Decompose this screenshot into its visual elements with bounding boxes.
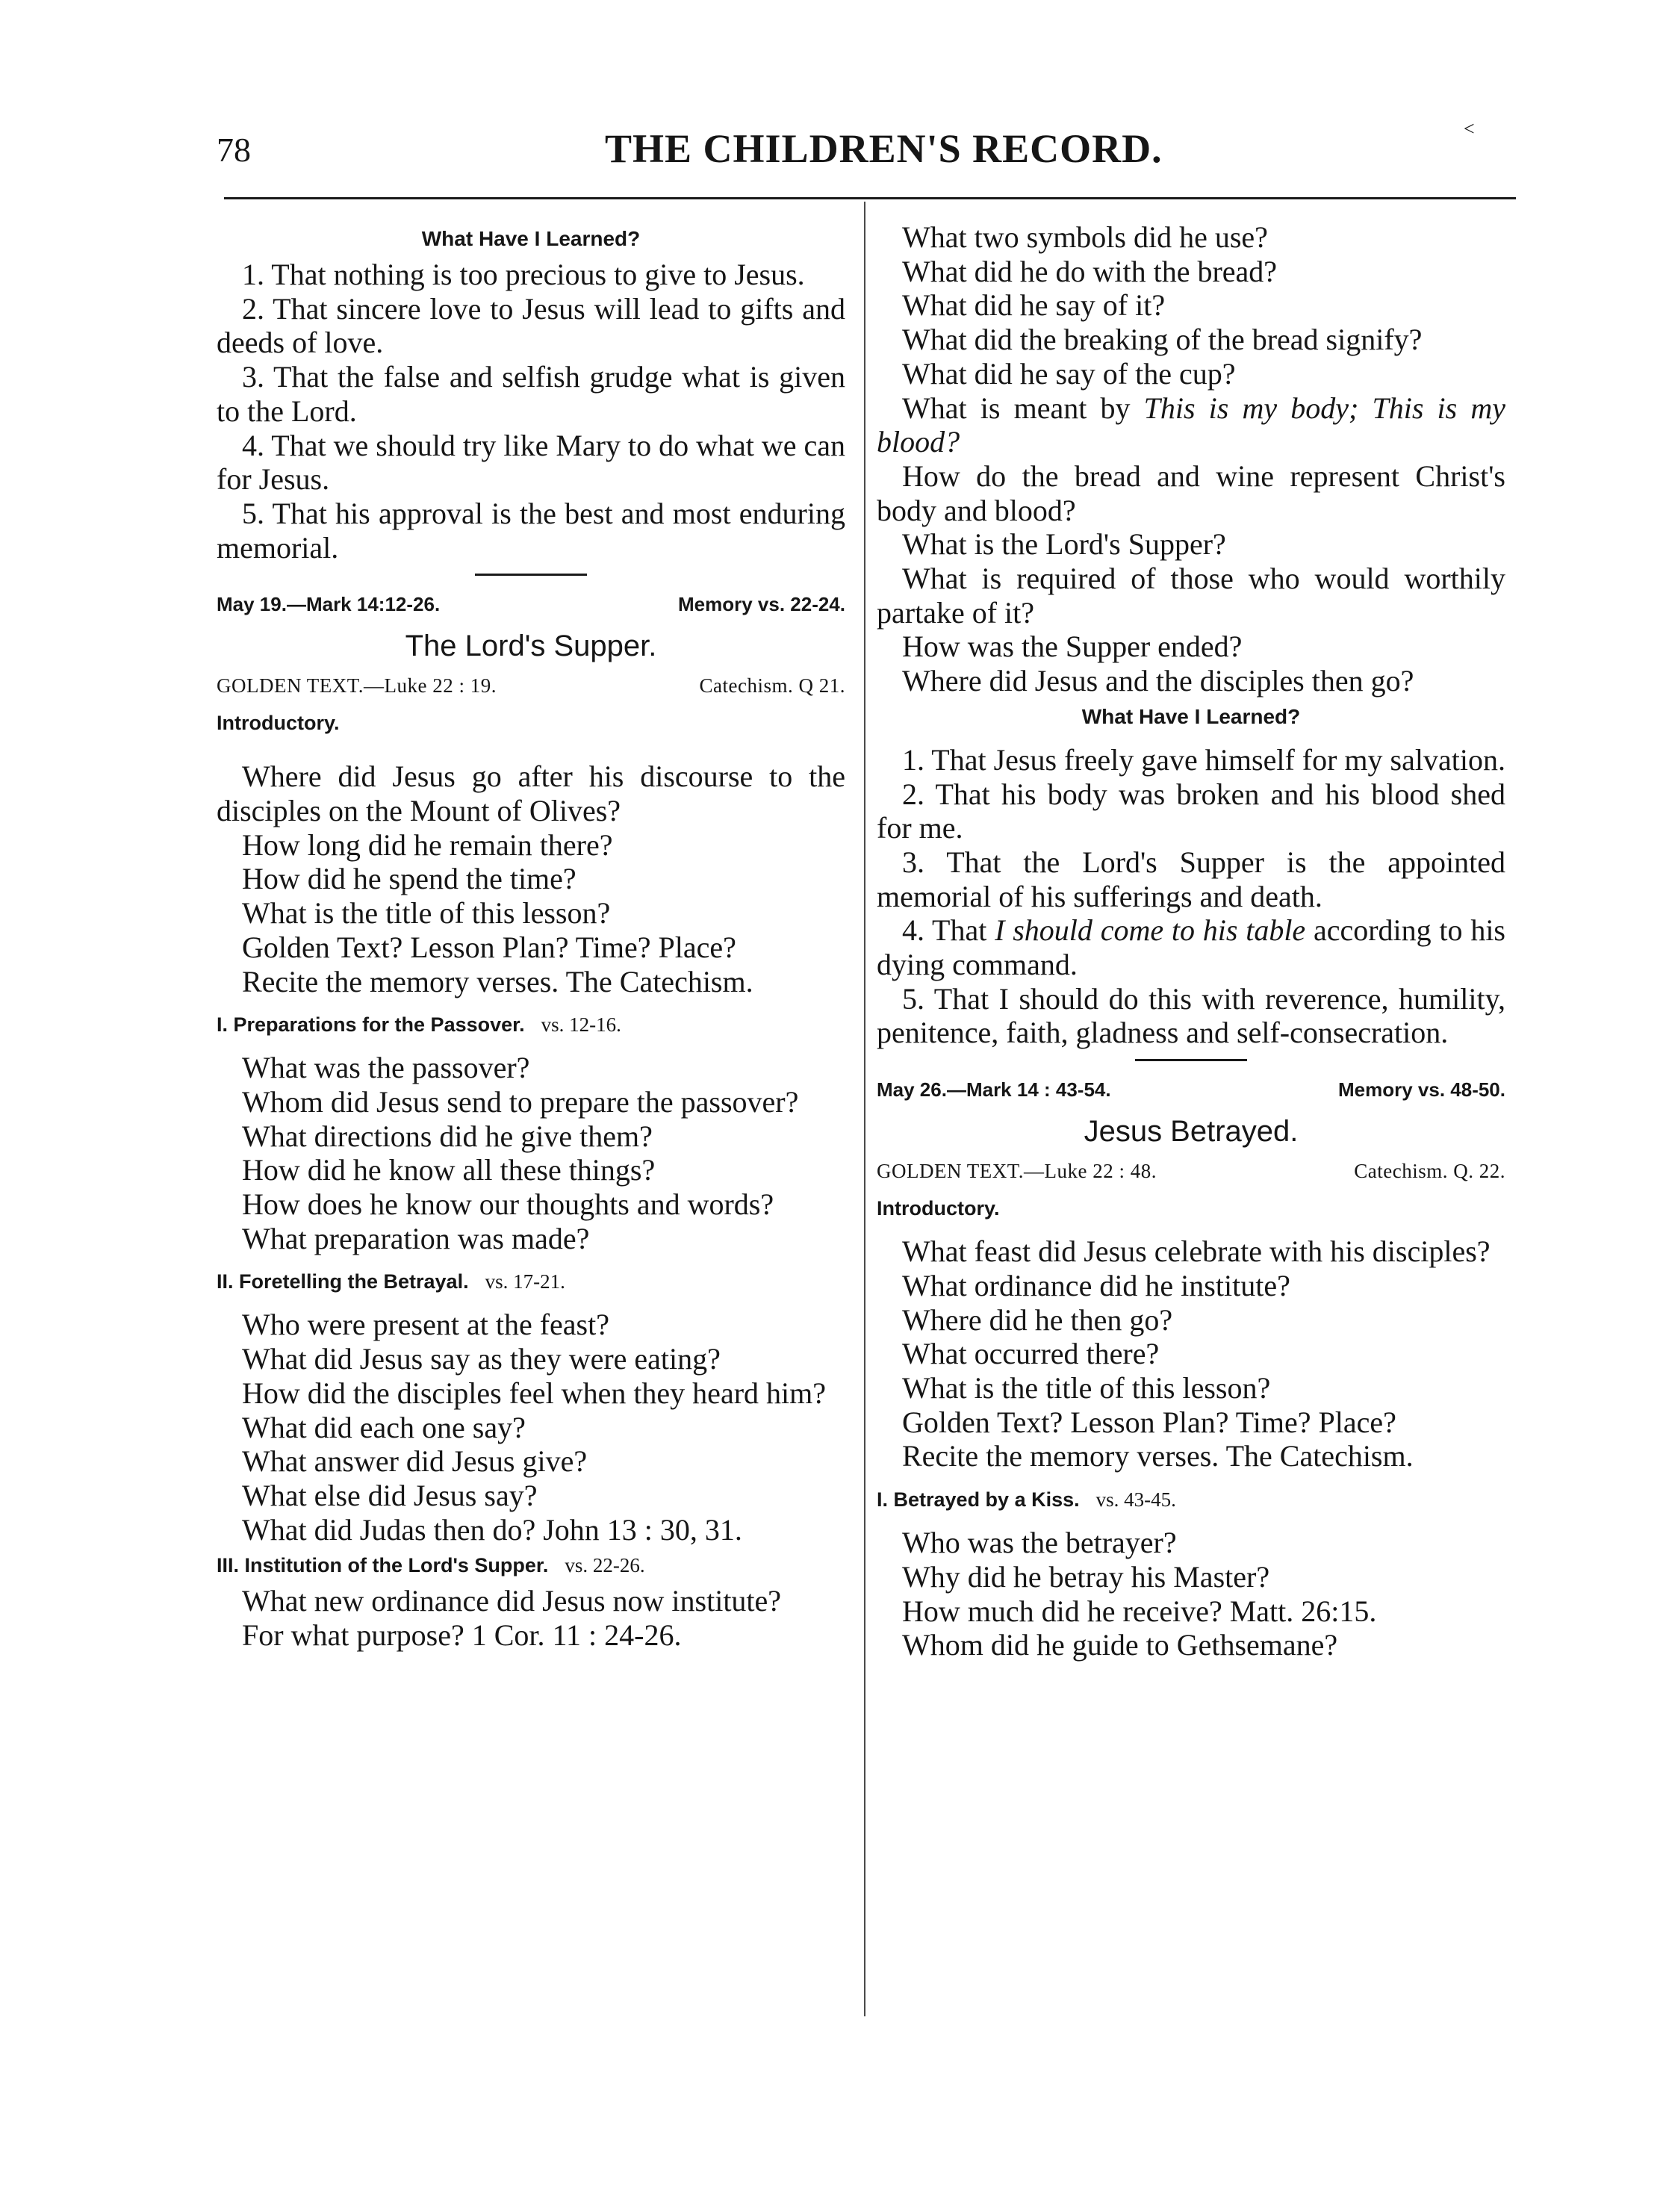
section-heading <box>877 1481 1505 1518</box>
learned-prefix: 4. That <box>902 913 995 948</box>
lesson-memory: Memory vs. 22-24. <box>677 593 845 616</box>
question: What is the title of this lesson? <box>902 1370 1271 1405</box>
lesson-title: The Lord's Supper. <box>405 630 657 663</box>
question <box>877 391 1505 459</box>
question: How did the disciples feel when they heard him? <box>242 1376 826 1410</box>
question: Where did Jesus go after his discourse to the disciples on the Mount of Olives? <box>217 759 845 828</box>
learned-item: 1. That nothing is too precious to give to Jesus. <box>242 258 805 291</box>
question: Golden Text? Lesson Plan? Time? Place? <box>242 930 736 964</box>
learned-item: 5. That his approval is the best and most enduring memorial. <box>217 496 845 565</box>
golden-text-line <box>217 667 845 704</box>
page-title: THE CHILDREN'S RECORD. <box>605 126 1163 171</box>
header-rule <box>224 197 1516 199</box>
catechism-ref: Catechism. Q 21. <box>699 674 845 698</box>
lesson-reference <box>877 1069 1505 1110</box>
right-column <box>877 220 1505 1662</box>
introductory-heading: Introductory. <box>877 1197 1000 1220</box>
question: What did Judas then do? John 13 : 30, 31. <box>242 1512 742 1547</box>
learned-item: 4. That we should try like Mary to do what we can for Jesus. <box>217 428 845 497</box>
question: How was the Supper ended? <box>902 630 1243 664</box>
learned-heading: What Have I Learned? <box>1081 704 1301 728</box>
introductory-heading: Introductory. <box>217 712 340 735</box>
left-column <box>217 220 845 1653</box>
column-divider <box>864 202 865 2016</box>
section-verses: vs. 43-45. <box>1095 1488 1176 1512</box>
section-verses: vs. 12-16. <box>541 1013 621 1037</box>
learned-item: 5. That I should do this with reverence, humility, penitence, faith, gladness and self-consecration. <box>877 981 1505 1050</box>
lesson-title: Jesus Betrayed. <box>1084 1115 1299 1149</box>
question: What else did Jesus say? <box>242 1478 538 1512</box>
section-heading <box>217 1263 845 1300</box>
section-title: III. Institution of the Lord's Supper. <box>217 1554 549 1577</box>
question: What is required of those who would worthily partake of it? <box>877 562 1505 630</box>
question: What ordinance did he institute? <box>902 1268 1290 1302</box>
question: What did Jesus say as they were eating? <box>242 1342 721 1376</box>
lesson-ref: May 26.—Mark 14 : 43-54. <box>877 1078 1111 1102</box>
question: For what purpose? 1 Cor. 11 : 24-26. <box>242 1618 682 1653</box>
page-header <box>217 118 1520 185</box>
learned-item: 2. That his body was broken and his blood shed for me. <box>877 777 1505 845</box>
question: Whom did he guide to Gethsemane? <box>902 1628 1338 1662</box>
question: Golden Text? Lesson Plan? Time? Place? <box>902 1405 1396 1439</box>
section-title: II. Foretelling the Betrayal. <box>217 1270 469 1293</box>
section-title: I. Betrayed by a Kiss. <box>877 1488 1080 1512</box>
question: What new ordinance did Jesus now institute? <box>242 1584 782 1618</box>
question: How does he know our thoughts and words? <box>242 1187 774 1222</box>
section-verses: vs. 22-26. <box>565 1554 645 1577</box>
learned-item: 3. That the false and selfish grudge what is given to the Lord. <box>217 360 845 428</box>
golden-text: GOLDEN TEXT.—Luke 22 : 19. <box>217 674 497 698</box>
question: How did he spend the time? <box>242 862 576 896</box>
question-quote: This is my body; This is my blood? <box>877 391 1505 459</box>
question: What did he do with the bread? <box>902 254 1278 288</box>
section-heading <box>217 1547 845 1584</box>
section-heading <box>217 1006 845 1043</box>
golden-text: GOLDEN TEXT.—Luke 22 : 48. <box>877 1160 1157 1183</box>
catechism-ref: Catechism. Q. 22. <box>1354 1160 1505 1183</box>
lesson-memory: Memory vs. 48-50. <box>1337 1078 1505 1102</box>
question: Where did he then go? <box>902 1302 1173 1337</box>
golden-text-line <box>877 1152 1505 1190</box>
question: What two symbols did he use? <box>902 220 1268 254</box>
question-prefix: What is meant by <box>902 391 1144 425</box>
learned-suffix: according to his dying command. <box>877 913 1506 982</box>
learned-item: 2. That sincere love to Jesus will lead to gifts and deeds of love. <box>217 291 845 360</box>
question: What did he say of it? <box>902 288 1166 323</box>
question: What was the passover? <box>242 1051 530 1085</box>
question: What did each one say? <box>242 1410 526 1444</box>
question: What did he say of the cup? <box>902 356 1236 391</box>
learned-item: 3. That the Lord's Supper is the appointed memorial of his sufferings and death. <box>877 845 1505 913</box>
question: Who was the betrayer? <box>902 1526 1177 1560</box>
question: What is the Lord's Supper? <box>902 527 1226 562</box>
question: How did he know all these things? <box>242 1153 656 1187</box>
question: Where did Jesus and the disciples then go? <box>902 664 1414 698</box>
question: Why did he betray his Master? <box>902 1559 1270 1594</box>
question: What did the breaking of the bread signify? <box>902 323 1423 357</box>
question: What directions did he give them? <box>242 1119 653 1153</box>
section-title: I. Preparations for the Passover. <box>217 1013 525 1037</box>
question: How do the bread and wine represent Christ's body and blood? <box>877 459 1505 527</box>
page-number: 78 <box>217 131 251 169</box>
learned-item <box>877 913 1505 981</box>
question: Recite the memory verses. The Catechism. <box>242 964 753 998</box>
question: What answer did Jesus give? <box>242 1444 588 1479</box>
learned-heading: What Have I Learned? <box>421 227 641 250</box>
question: What preparation was made? <box>242 1221 590 1255</box>
learned-item: 1. That Jesus freely gave himself for my salvation. <box>902 742 1505 777</box>
question: What occurred there? <box>902 1337 1160 1371</box>
question: How long did he remain there? <box>242 827 613 862</box>
question: What is the title of this lesson? <box>242 896 611 931</box>
question: How much did he receive? Matt. 26:15. <box>902 1594 1377 1628</box>
question: Whom did Jesus send to prepare the passover? <box>242 1084 799 1119</box>
question: What feast did Jesus celebrate with his disciples? <box>902 1234 1491 1269</box>
question: Who were present at the feast? <box>242 1308 609 1342</box>
question: Recite the memory verses. The Catechism. <box>902 1439 1414 1473</box>
section-verses: vs. 17-21. <box>485 1270 565 1293</box>
lesson-ref: May 19.—Mark 14:12-26. <box>217 593 441 616</box>
lesson-reference <box>217 583 845 625</box>
corner-mark: ˂ <box>1464 118 1475 140</box>
learned-emphasis: I should come to his table <box>995 913 1306 948</box>
